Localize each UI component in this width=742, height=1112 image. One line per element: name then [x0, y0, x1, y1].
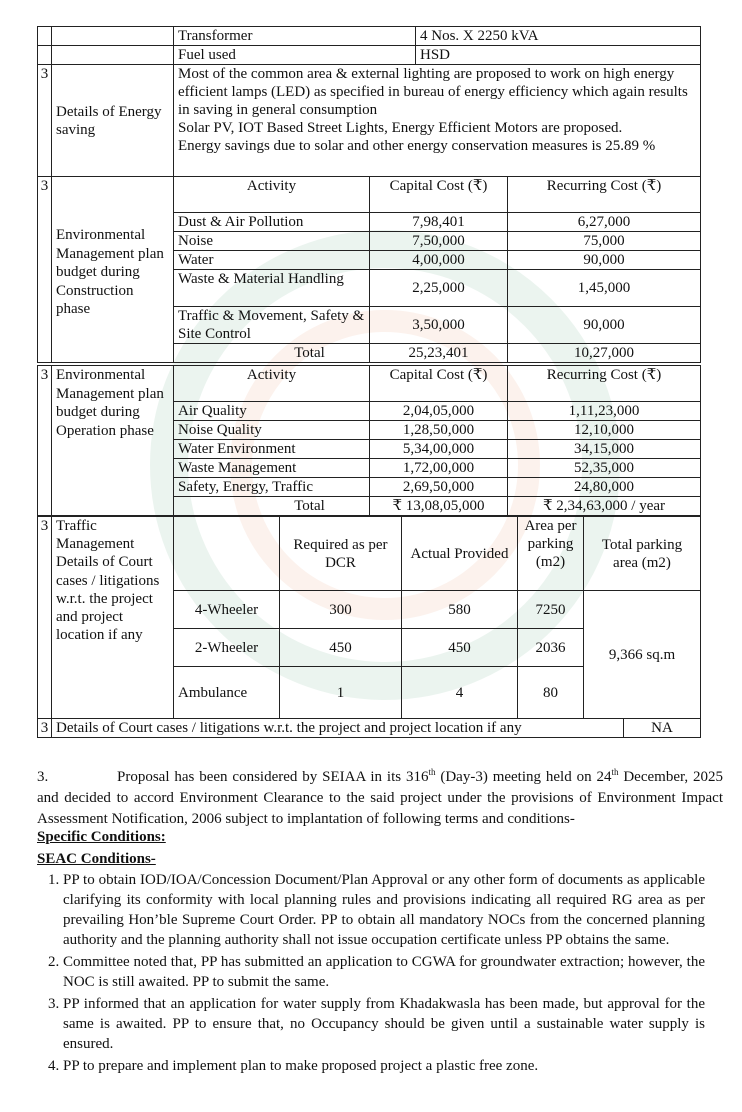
court-value: NA [624, 719, 701, 738]
col-actual-provided: Actual Provided [402, 517, 518, 591]
para-3-num: 3. [37, 769, 49, 785]
table-row: Safety, Energy, Traffic 2,69,50,000 24,80,000 [38, 478, 701, 497]
emp-operation-table: 3 Environmental Management plan budget during Operation phase Activity Capital Cost (₹) Recurring Cost (₹) Air Quality 2,04,05,000 1,11,23,000 Noise Quality 1,28,50,000 12,10,000 Water Environment 5,34,00,000 34,15,000 Waste Management 1,72,00,000 52,35,000 Safety, Energy, Traffic 2,69,50,000 24,80,000 Total ₹ 13,08,05,000 ₹ 2,34,63,000 / year [37, 365, 701, 516]
fuel-value: HSD [416, 46, 701, 65]
traffic-label: Traffic Management Details of Court cases / litigations w.r.t. the project and project location if any [52, 517, 174, 719]
emp-operation-num: 3 [38, 366, 52, 516]
table-row: 2-Wheeler 450 450 2036 [38, 629, 701, 667]
list-item: 1. PP to obtain IOD/IOA/Concession Document/Plan Approval or any other form of documents as applicable clarifying its conformity with local planning rules and provisions indicating all required RG area as per prevailing Hon’ble Supreme Court Order. PP to obtain all mandatory NOCs from the concerned planning authority and the planning authority shall not issue occupation certificate unless PP obtains the same. [63, 870, 705, 950]
table-row: Water 4,00,000 90,000 [38, 251, 701, 270]
table-row: Ambulance 1 4 80 [38, 667, 701, 719]
energy-table [37, 64, 701, 177]
energy-text-led: Most of the common area & external lighting are proposed to work on high energy efficient lamps (LED) as specified in bureau of energy efficiency which again results in saving in general consumption [178, 66, 688, 118]
col-recurring-cost: Recurring Cost (₹) [508, 177, 701, 213]
list-item: 2. Committee noted that, PP has submitted an application to CGWA for groundwater extraction; however, the NOC is still awaited. PP to submit the same. [63, 952, 705, 992]
emp-construction-table [37, 176, 701, 363]
transformer-value: 4 Nos. X 2250 kVA [416, 27, 701, 46]
power-table [37, 26, 701, 65]
emp-construction-label: Environmental Management plan budget during Construction phase [52, 177, 174, 363]
traffic-table [37, 516, 701, 719]
traffic-num: 3 [38, 517, 52, 719]
energy-text-solar: Solar PV, IOT Based Street Lights, Energy Efficient Motors are proposed. [178, 120, 623, 136]
court-table [37, 718, 701, 738]
table-row: Air Quality 2,04,05,000 1,11,23,000 [38, 402, 701, 421]
energy-num: 3 [38, 65, 52, 177]
col-required-dcr: Required as per DCR [280, 517, 402, 591]
table-row: 4-Wheeler 300 580 7250 9,366 sq.m [38, 591, 701, 629]
table-row: Waste & Material Handling 2,25,000 1,45,000 [38, 270, 701, 307]
col-total-parking-area: Total parking area (m2) [584, 517, 701, 591]
total-row: Total 25,23,401 10,27,000 [38, 344, 701, 363]
energy-text-savings: Energy savings due to solar and other energy conservation measures is 25.89 % [178, 138, 656, 154]
table-row: Noise Quality 1,28,50,000 12,10,000 [38, 421, 701, 440]
table-row: Waste Management 1,72,00,000 52,35,000 [38, 459, 701, 478]
para-3-text: Proposal has been considered by SEIAA in its 316th (Day-3) meeting held on 24th December, 2025 and decided to accord Environment Clearance to the said project under the provisions of Environment Impact Assessment Notification, 2006 subject to implantation of following terms and conditions- [37, 767, 723, 827]
list-item: 3. PP informed that an application for water supply from Khadakwasla has been made, but approval for the same is awaited. PP to ensure that, no Occupancy should be given until a sustainable water supply is ensured. [63, 994, 705, 1054]
conditions-list [37, 870, 705, 1078]
specific-conditions-heading: Specific Conditions: [37, 829, 166, 845]
court-label: Details of Court cases / litigations w.r.t. the project and project location if any [52, 719, 624, 738]
col-area-per-parking: Area per parking (m2) [518, 517, 584, 591]
transformer-label: Transformer [174, 27, 416, 46]
col-activity: Activity [174, 177, 370, 213]
energy-label: Details of Energy saving [52, 65, 174, 177]
table-row: Traffic & Movement, Safety & Site Control 3,50,000 90,000 [38, 307, 701, 344]
table-row: Noise 7,50,000 75,000 [38, 232, 701, 251]
seac-conditions-heading: SEAC Conditions- [37, 851, 156, 867]
emp-operation-label: Environmental Management plan budget during Operation phase [52, 366, 174, 516]
table-row: Water Environment 5,34,00,000 34,15,000 [38, 440, 701, 459]
emp-construction-num: 3 [38, 177, 52, 363]
total-parking-area: 9,366 sq.m [584, 591, 701, 719]
total-row: Total ₹ 13,08,05,000 ₹ 2,34,63,000 / year [38, 497, 701, 516]
fuel-label: Fuel used [174, 46, 416, 65]
para-3 [37, 762, 723, 830]
list-item: 4. PP to prepare and implement plan to make proposed project a plastic free zone. [63, 1056, 705, 1076]
court-num: 3 [38, 719, 52, 738]
table-row: Dust & Air Pollution 7,98,401 6,27,000 [38, 213, 701, 232]
col-capital-cost: Capital Cost (₹) [370, 177, 508, 213]
